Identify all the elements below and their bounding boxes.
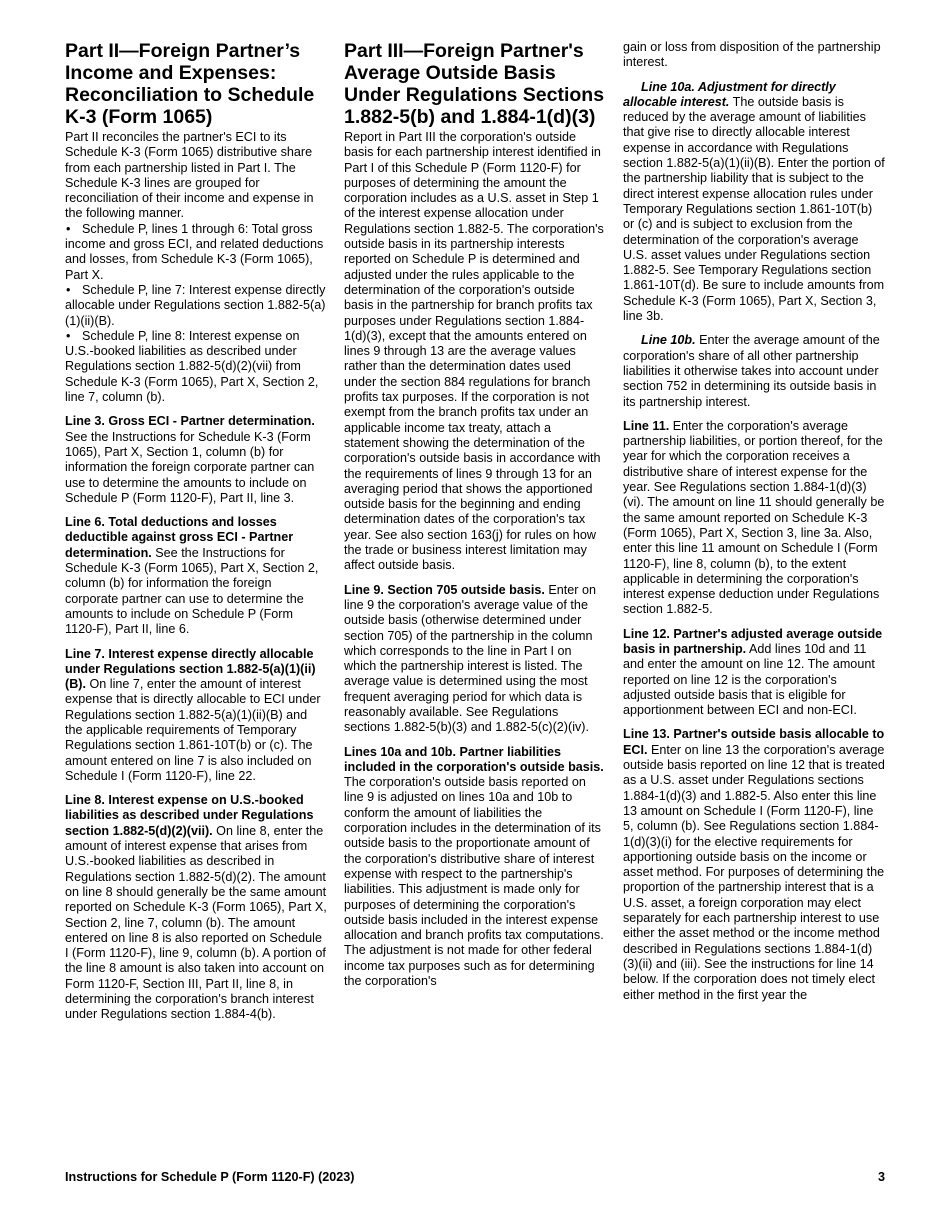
line-12-section — [623, 627, 885, 719]
line-10-body: The corporation's outside basis reported on line 9 is adjusted on lines 10a and 10b to conform the amount of liabilities the corporation includes in the determination of its outside basis to the proportionate amount of the corporation's distributive share of interest expense with respect to the partnership's liabilities. This adjustment is made only for purposes of determining the corporation's outside basis included in the interest expense allocation and branch profits tax computations. The adjustment is not made for other federal income tax purposes such as for determining the corporation's — [344, 775, 604, 989]
line-10b-title: Line 10b. — [641, 333, 696, 348]
line-13-section — [623, 727, 885, 1002]
line-8-section — [65, 793, 327, 1022]
line-11-title: Line 11. — [623, 418, 670, 433]
bullet-item: • Schedule P, line 7: Interest expense directly allocable under Regulations section 1.882-5(a)(1)(ii)(B). — [65, 282, 326, 328]
line-7-body: On line 7, enter the amount of interest expense that is directly allocable to ECI under Regulations section 1.882-5(a)(1)(ii)(B) and the applicable requirements of Temporary Regulations section 1.861-10T(b) or (c). The amount entered on line 7 is also included on Schedule I (Form 1120-F), line 22. — [65, 677, 321, 783]
line-10-section — [344, 745, 606, 990]
line-6-title: Line 6. Total deductions and losses deductible against gross ECI - Partner determination. — [65, 515, 294, 560]
line-8-title: Line 8. Interest expense on U.S.-booked liabilities as described under Regulations section 1.882-5(d)(2)(vii). — [65, 793, 314, 838]
line-11-body: Enter the corporation's average partnership liabilities, or portion thereof, for the year for which the corporation receives a distributive share of interest expense for the year. See Regulations section 1.884-1(d)(3)(vi). The amount on line 11 should generally be the same amount reported on Schedule K-3 (Form 1065), Part X, Section 3, line 3a. Also, enter this line 11 amount on Schedule I (Form 1120-F), line 8, column (b), to the extent applicable in determining the corporation's interest expense deduction under Regulations section 1.882-5. — [623, 418, 885, 617]
line-10a-section — [623, 80, 885, 325]
part-ii-intro: Part II reconciles the partner's ECI to its Schedule K-3 (Form 1065) distributive share from each partnership listed in Part I. The Schedule K-3 lines are grouped for reconciliation of their income and expense in the following manner. — [65, 130, 314, 221]
line-6-body: See the Instructions for Schedule K-3 (Form 1065), Part X, Section 2, column (b) for information the foreign corporate partner can use to determine the amounts to include on Schedule P (Form 1120-F), Part II, line 6. — [65, 545, 319, 637]
continuation-text: gain or loss from disposition of the partnership interest. — [623, 40, 881, 70]
bullet-icon: • — [66, 221, 71, 236]
bullet-icon: • — [66, 282, 71, 297]
bullet-item: • Schedule P, line 8: Interest expense on U.S.-booked liabilities as described under Regulations section 1.882-5(d)(2)(vii) from Schedule K-3 (Form 1065), Part X, Section 2, line 7, column (b). — [65, 328, 319, 405]
line-3-body: See the Instructions for Schedule K-3 (Form 1065), Part X, Section 1, column (b) for information the foreign corporate partner can use to determine the amounts to include on Schedule P (Form 1120-F), Part II, line 3. — [65, 429, 315, 505]
line-12-body: Add lines 10d and 11 and enter the amount on line 12. The amount reported on line 12 is the corporation's adjusted outside basis that is eligible for apportionment between ECI and non-ECI. — [623, 641, 875, 718]
line-7-section — [65, 647, 327, 785]
line-8-body: On line 8, enter the amount of interest expense that arises from U.S.-booked liabilities as described in Regulations section 1.882-5(d)(2). The amount on line 8 should generally be the same amount reported on Schedule K-3 (Form 1065), Part X, Section 2, line 7, column (b). The amount entered on line 8 is also reported on Schedule I (Form 1120-F), line 9, column (b). A portion of the line 8 amount is also taken into account on Form 1120-F, Section III, Part II, line 8, in determining the corporation's branch interest under Regulations section 1.884-4(b). — [65, 823, 327, 1022]
column-1 — [65, 40, 327, 1032]
part-iii-intro: Report in Part III the corporation's outside basis for each partnership interest identified in Part I of this Schedule P (Form 1120-F) for purposes of determining the amount the corporation includes as a U.S. asset in Step 1 of the interest expense allocation under Regulations section 1.882-5. The corporation's outside basis in its partnership interests reported on Schedule P is determined and adjusted under the rules applicable to the determination of the corporation's outside basis in the partnership for branch profits tax purposes under Regulations section 1.884-1(d)(3), except that the amounts entered on lines 9 through 13 are the average values rather than the determination dates used under the section 884 regulations for branch profits tax purposes. If the corporation is not exempt from the branch profits tax under an applicable income tax treaty, attach a statement showing the determination of the corporation's outside basis in accordance with the requirements of lines 9 through 13 for an averaging period that shows the apportioned outside basis for the beginning and ending determination dates of the corporation's tax year. See also section 163(j) for rules on how the trade or business interest limitation may affect outside basis. — [344, 130, 604, 573]
bullet-icon: • — [66, 328, 71, 343]
line-9-title: Line 9. Section 705 outside basis. — [344, 582, 545, 597]
line-10a-body: The outside basis is reduced by the average amount of liabilities that give rise to directly allocable interest expense in accordance with Regulations section 1.882-5(a)(1)(ii)(B). Enter the portion of the partnership liability that is subject to the direct interest expense allocation rules under Temporary Regulations section 1.861-10T(b) or (c) and is subject to exclusion from the determination of the corporation's average U.S. asset values under Regulations section 1.882-5. See Temporary Regulations section 1.861-10T(d). Be sure to include amounts from Schedule K-3 (Form 1065), Part X, Section 3, line 3b. — [623, 94, 885, 324]
bullet-item: • Schedule P, lines 1 through 6: Total gross income and gross ECI, and related deductions and losses, from Schedule K-3 (Form 1065), Part X. — [65, 221, 324, 282]
line-3-title: Line 3. Gross ECI - Partner determination. — [65, 414, 315, 429]
line-13-title: Line 13. Partner's outside basis allocable to ECI. — [623, 727, 885, 757]
line-6-section — [65, 515, 327, 637]
line-9-body: Enter on line 9 the corporation's average value of the outside basis (otherwise determined under section 705) of the partnership in the column which corresponds to the line in Part I on which the partnership interest is listed. The average value is determined using the most frequent averaging period for which data is reasonably available. See Regulations sections 1.882-5(b)(3) and 1.882-5(c)(2)(iv). — [344, 582, 596, 735]
line-10-title: Lines 10a and 10b. Partner liabilities included in the corporation's outside basis. — [344, 744, 604, 774]
line-10b-section — [623, 333, 885, 409]
line-13-body: Enter on line 13 the corporation's average outside basis reported on line 12 that is treated as a U.S. asset under Regulations sections 1.884-1(d)(3) and 1.882-5. Also enter this line 13 amount on Schedule I (Form 1120-F), line 5, column (b). See Regulations section 1.884-1(d)(3)(i) for the elective requirements for apportioning outside basis on the income or asset method. For purposes of determining the proportion of the partnership interest that is a U.S. asset, a foreign corporation may elect separately for each partnership interest to use either the asset method or the income method described in Regulations sections 1.884-1(d)(3)(ii) and (iii). See the instructions for line 14 below. If the corporation does not timely elect either method in the first year the — [623, 742, 885, 1002]
column-3 — [623, 40, 885, 1012]
page-number: 3 — [877, 1170, 885, 1184]
footer-title: Instructions for Schedule P (Form 1120-F) (2023) — [65, 1170, 355, 1184]
part-iii-heading: Part III—Foreign Partner's Average Outside Basis Under Regulations Sections 1.882-5(b) and 1.884-1(d)(3) — [344, 40, 605, 128]
line-10b-body: Enter the average amount of the corporation's share of all other partnership liabilities it otherwise takes into account under section 752 in determining its outside basis in its partnership interest. — [623, 333, 880, 409]
line-10a-title: Line 10a. Adjustment for directly allocable interest. — [623, 79, 836, 109]
line-7-title: Line 7. Interest expense directly allocable under Regulations section 1.882-5(a)(1)(ii)(B). — [65, 646, 316, 692]
line-9-section — [344, 583, 606, 736]
column-2 — [344, 40, 606, 998]
part-ii-heading: Part II—Foreign Partner’s Income and Expenses: Reconciliation to Schedule K-3 (Form 1065) — [65, 40, 315, 128]
line-3-section — [65, 414, 327, 506]
line-11-section — [623, 419, 885, 618]
line-12-title: Line 12. Partner's adjusted average outside basis in partnership. — [623, 626, 883, 656]
